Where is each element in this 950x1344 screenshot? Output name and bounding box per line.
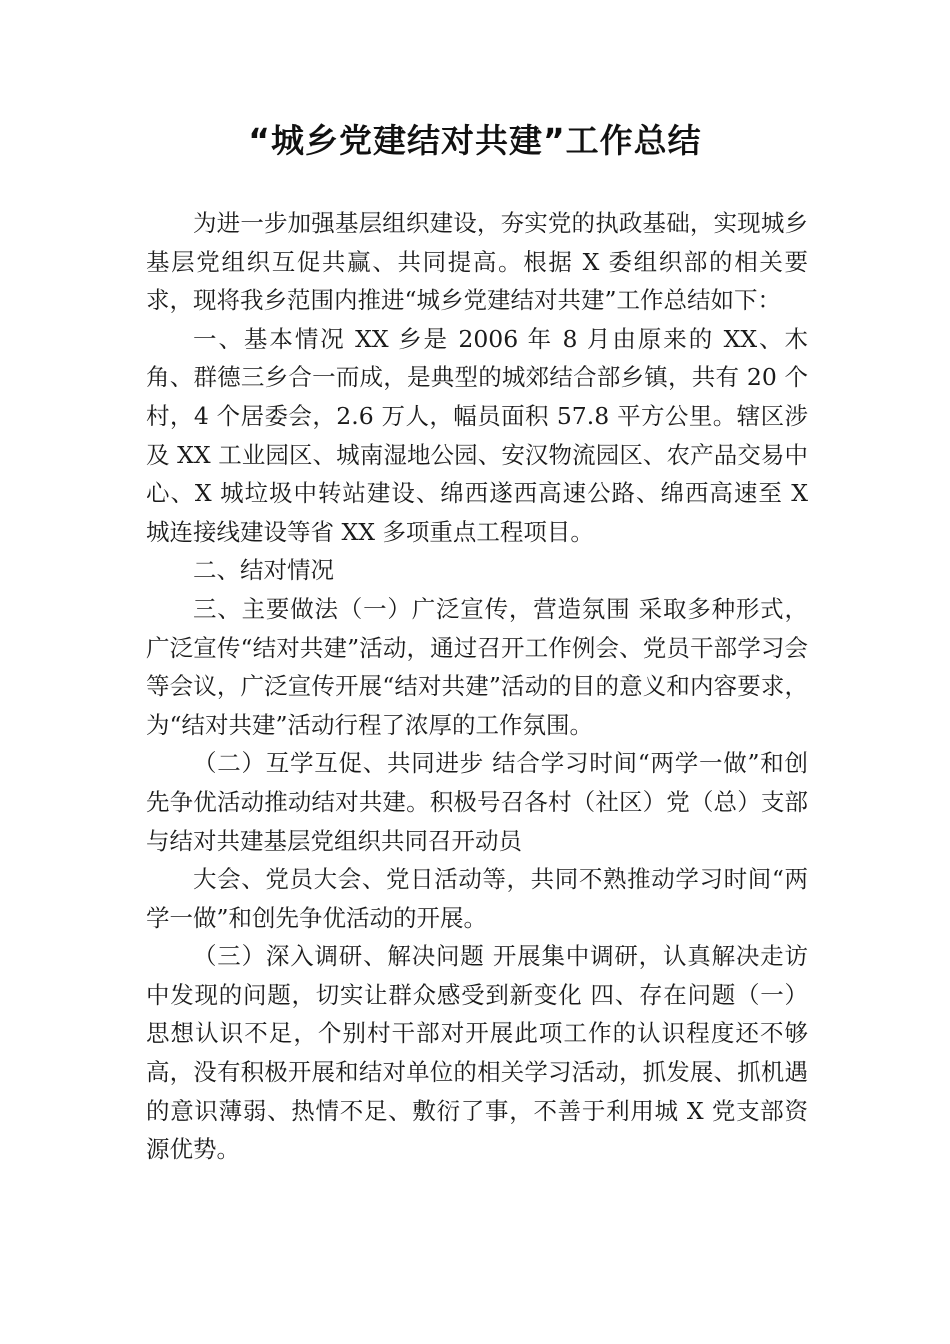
paragraph-research-problems: （三）深入调研、解决问题 开展集中调研，认真解决走访中发现的问题，切实让群众感受到新变化 四、存在问题（一）思想认识不足，个别村干部对开展此项工作的认识程度还不够高，没有积极开展和结对单位的相关学习活动，抓发展、抓机遇的意识薄弱、热情不足、敷衍了事，不善于利用城 X 党支部资源优势。: [146, 942, 808, 1164]
paragraph-pairing-situation: 二、结对情况: [193, 556, 334, 585]
paragraph-intro: 为进一步加强基层组织建设，夯实党的执政基础，实现城乡基层党组织互促共赢、共同提高。根据 X 委组织部的相关要求，现将我乡范围内推进“城乡党建结对共建”工作总结如下：: [146, 209, 808, 315]
paragraph-main-practices: 三、主要做法（一）广泛宣传，营造氛围 采取多种形式，广泛宣传“结对共建”活动，通过召开工作例会、党员干部学习会等会议，广泛宣传开展“结对共建”活动的目的意义和内容要求，为“结对共建”活动行程了浓厚的工作氛围。: [146, 594, 808, 739]
paragraph-basic-situation: 一、基本情况 XX 乡是 2006 年 8 月由原来的 XX、木角、群德三乡合一而成，是典型的城郊结合部乡镇，共有 20 个村，4 个居委会，2.6 万人，幅员面积 57.8 平方公里。辖区涉及 XX 工业园区、城南湿地公园、安汉物流园区、农产品交易中心、X 城垃圾中转站建设、绵西遂西高速公路、绵西高速至 X 城连接线建设等省 XX 多项重点工程项目。: [146, 324, 808, 546]
document-title: “城乡党建结对共建”工作总结: [248, 121, 702, 160]
paragraph-mutual-learning-cont: 大会、党员大会、党日活动等，共同不熟推动学习时间“两学一做”和创先争优活动的开展。: [146, 865, 808, 932]
document-body: [146, 204, 808, 1169]
paragraph-mutual-learning: （二）互学互促、共同进步 结合学习时间“两学一做”和创先争优活动推动结对共建。积极号召各村（社区）党（总）支部与结对共建基层党组织共同召开动员: [146, 749, 808, 855]
